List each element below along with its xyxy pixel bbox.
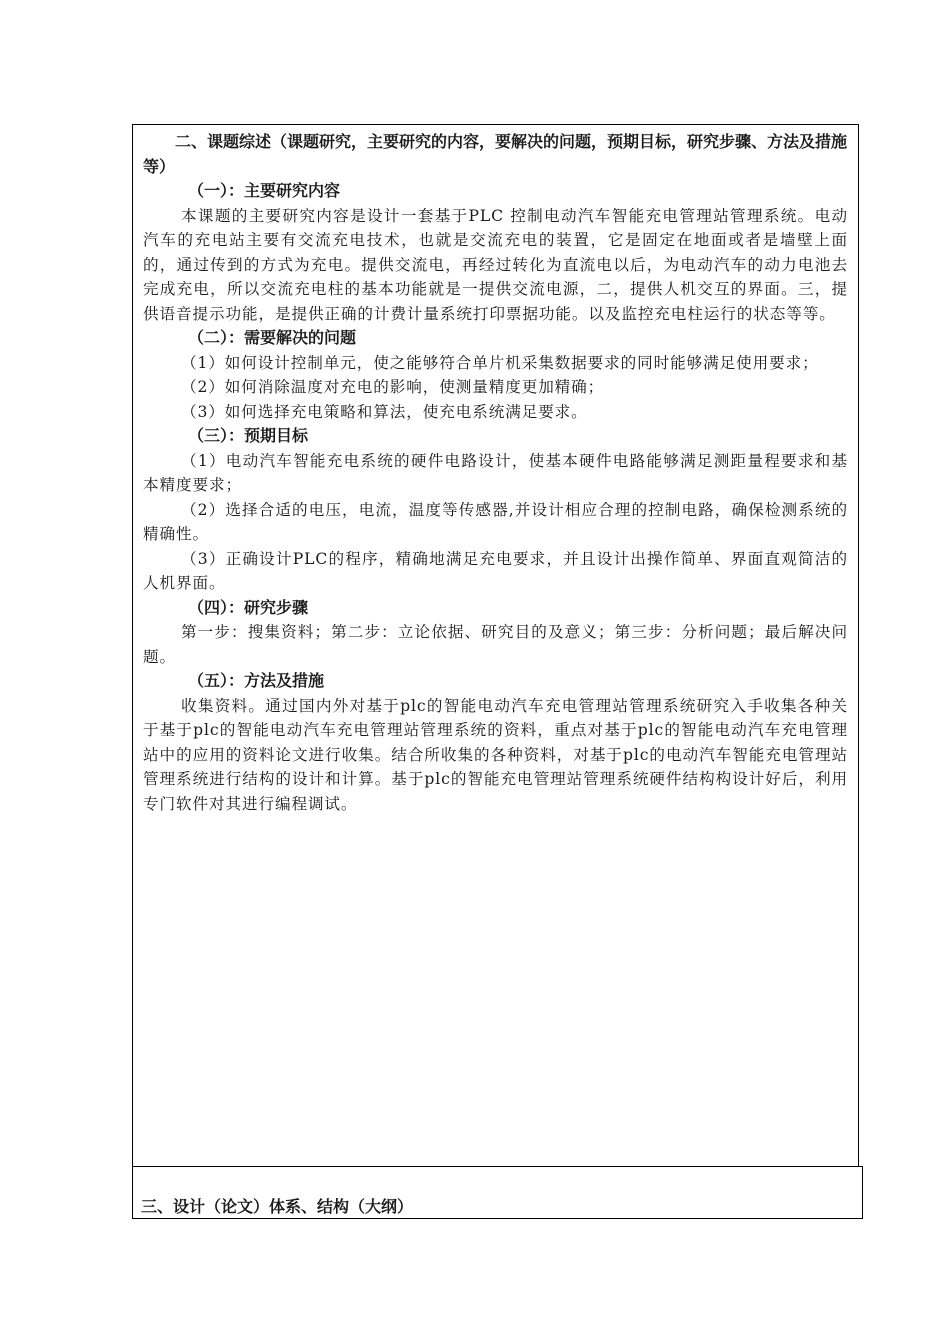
sub5-paragraph: 收集资料。通过国内外对基于plc的智能电动汽车充电管理站管理系统研究入手收集各种关于基于plc的智能电动汽车充电管理站管理系统的资料，重点对基于plc的智能电动汽车充电管理站中的应用的资料论文进行收集。结合所收集的各种资料，对基于plc的电动汽车智能充电管理站管理系统进行结构的设计和计算。基于plc的智能充电管理站管理系统硬件结构构设计好后，利用专门软件对其进行编程调试。 <box>143 696 848 813</box>
sub2-item-3: （3）如何选择充电策略和算法，使充电系统满足要求。 <box>181 402 588 421</box>
sub2-item-2: （2）如何消除温度对充电的影响，使测量精度更加精确； <box>181 378 605 396</box>
sub2-title: （二）：需要解决的问题 <box>188 328 357 347</box>
section2-heading: 二、课题综述（课题研究，主要研究的内容，要解决的问题，预期目标，研究步骤、方法及措施等） <box>143 132 848 176</box>
section3-heading: 三、设计（论文）体系、结构（大纲） <box>141 1197 414 1216</box>
table-cell-section3 <box>132 1166 863 1219</box>
sub5-title: （五）：方法及措施 <box>188 671 325 690</box>
sub1-title: （一）：主要研究内容 <box>188 181 341 200</box>
sub3-title: （三）：预期目标 <box>188 426 309 445</box>
sub3-item-3: （3）正确设计PLC的程序，精确地满足充电要求，并且设计出操作简单、界面直观简洁的人机界面。 <box>143 549 848 592</box>
sub4-paragraph: 第一步：搜集资料；第二步：立论依据、研究目的及意义；第三步：分析问题；最后解决问题。 <box>143 623 848 666</box>
sub3-item-2: （2）选择合适的电压，电流，温度等传感器,并设计相应合理的控制电路，确保检测系统的精确性。 <box>143 500 848 543</box>
sub3-item-1: （1）电动汽车智能充电系统的硬件电路设计，使基本硬件电路能够满足测距量程要求和基本精度要求； <box>143 451 848 494</box>
sub2-item-1: （1）如何设计控制单元，使之能够符合单片机采集数据要求的同时能够满足使用要求； <box>181 353 819 372</box>
sub4-title: （四）：研究步骤 <box>188 597 309 617</box>
sub1-paragraph: 本课题的主要研究内容是设计一套基于PLC 控制电动汽车智能充电管理站管理系统。电动汽车的充电站主要有交流充电技术，也就是交流充电的装置，它是固定在地面或者是墙壁上面的，通过传到的方式为充电。提供交流电，再经过转化为直流电以后，为电动汽车的动力电池去完成充电，所以交流充电柱的基本功能就是一提供交流电源，二，提供人机交互的界面。三，提供语音提示功能，是提供正确的计费计量系统打印票据功能。以及监控充电柱运行的状态等等。 <box>143 206 848 323</box>
table-cell-section2 <box>132 124 859 1166</box>
